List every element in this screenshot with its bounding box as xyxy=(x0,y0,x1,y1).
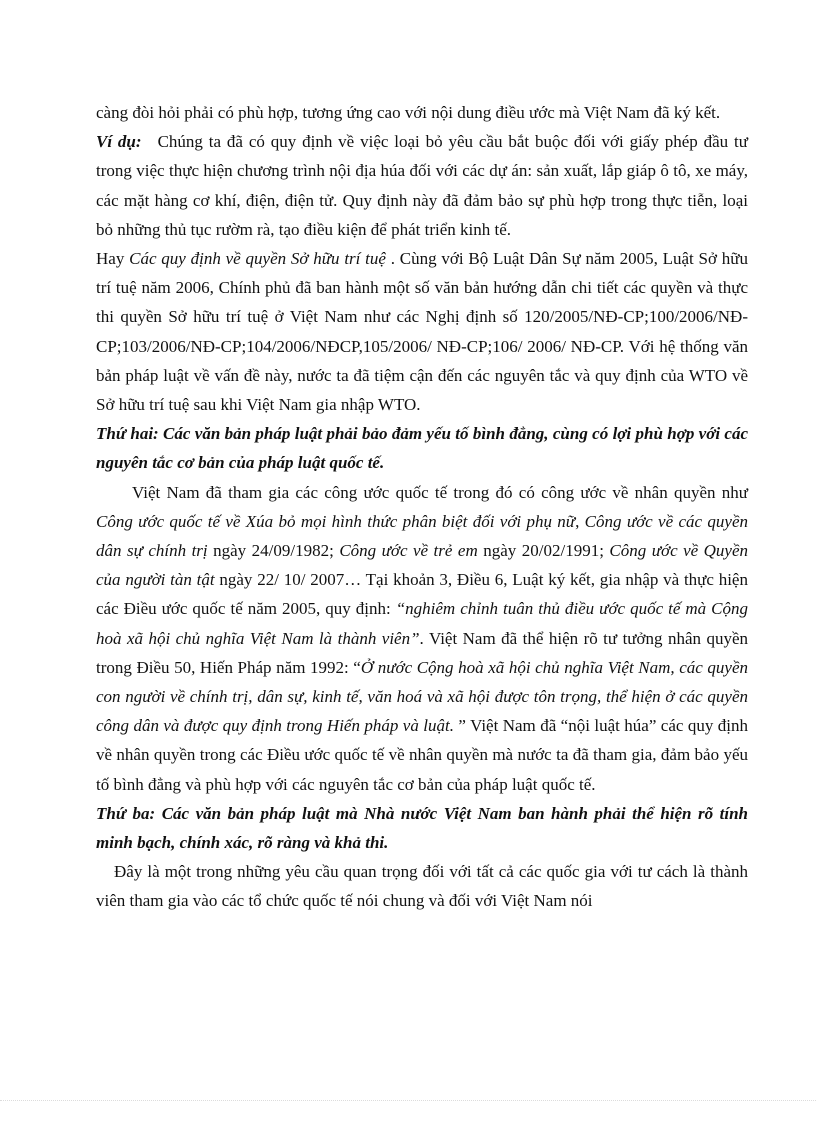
heading-third: Thứ ba: Các văn bản pháp luật mà Nhà nước Việt Nam ban hành phải thể hiện rõ tính minh bạch, chính xác, rõ ràng và khả thi. xyxy=(96,803,748,853)
paragraph-example xyxy=(96,127,748,244)
hr-convention-disabled: Công ước về Quyền của người tàn tật xyxy=(96,541,749,590)
ip-title: Các quy định về quyền Sở hữu trí tuệ xyxy=(129,249,386,269)
document-body xyxy=(96,98,748,916)
hr-text-7: ” Việt Nam đã “nội luật húa” các quy định về nhân quyền trong các Điều ước quốc tế về nhân quyền mà nước ta đã tham gia, đảm bảo yếu tố bình đẳng và phù hợp với các nguyên tắc cơ bản của pháp luật quốc tế. xyxy=(96,716,748,794)
paragraph-transparency: Đây là một trong những yêu cầu quan trọng đối với tất cả các quốc gia với tư cách là thành viên tham gia vào các tổ chức quốc tế nói chung và đối với Việt Nam nói xyxy=(96,862,748,911)
hr-quote-constitution: Ở nước Cộng hoà xã hội chủ nghĩa Việt Nam, các quyền con người về chính trị, dân sự, kinh tế, văn hoá và xã hội được tôn trọng, thể hiện ở các quyền công dân và được quy định trong Hiến pháp và luật. xyxy=(96,657,748,736)
hr-convention-children: Công ước về trẻ em xyxy=(339,541,478,561)
hr-convention-civil: Công ước về các quyền dân sự chính trị xyxy=(96,511,748,561)
paragraph-human-rights xyxy=(96,478,748,799)
hr-text-6: . Việt Nam đã thể hiện rõ tư tưởng nhân quyền trong Điều 50, Hiến Pháp năm 1992: “ xyxy=(96,628,748,677)
ip-text-start: Hay xyxy=(96,249,130,269)
hr-quote-treaty-law: “nghiêm chỉnh tuân thủ điều ước quốc tế mà Cộng hoà xã hội chủ nghĩa Việt Nam là thành viên” xyxy=(96,599,748,648)
hr-convention-women: Công ước quốc tế về Xúa bỏ mọi hình thức phân biệt đối với phụ nữ xyxy=(96,511,576,531)
paragraph-ip-rights xyxy=(96,244,748,419)
example-text: Chúng ta đã có quy định về việc loại bỏ yêu cầu bắt buộc đối với giấy phép đầu tư trong việc thực hiện chương trình nội địa húa đối với các dự án: sản xuất, lắp giáp ô tô, xe máy, các mặt hàng cơ khí, điện, điện tử. Quy định này đã đảm bảo sự phù hợp trong thực tiễn, loại bỏ những thủ tục rườm rà, tạo điều kiện để phát triển kinh tế. xyxy=(96,132,748,239)
hr-text-2: , xyxy=(575,511,585,531)
paragraph-continuation: càng đòi hỏi phải có phù hợp, tương ứng cao với nội dung điều ước mà Việt Nam đã ký kết. xyxy=(96,103,721,122)
hr-text-1: Việt Nam đã tham gia các công ước quốc tế trong đó có công ước về nhân quyền như xyxy=(132,482,748,502)
hr-text-4: ngày 20/02/1991; xyxy=(477,541,610,561)
ip-text-rest: . Cùng với Bộ Luật Dân Sự năm 2005, Luật Sở hữu trí tuệ năm 2006, Chính phủ đã ban hành một số văn bản hướng dẫn chi tiết các quyền và thực thi quyền Sở hữu trí tuệ ở Việt Nam như các Nghị định số 120/2005/NĐ-CP;100/2006/NĐ-CP;103/2006/NĐ-CP;104/2006/NĐCP,105/2006/ NĐ-CP;106/ 2006/ NĐ-CP. Với hệ thống văn bản pháp luật về vấn đề này, nước ta đã tiệm cận đến các nguyên tắc và quy định của WTO về Sở hữu trí tuệ sau khi Việt Nam gia nhập WTO. xyxy=(96,249,748,415)
hr-text-3: ngày 24/09/1982; xyxy=(207,541,340,561)
example-label-colon: : xyxy=(135,132,142,152)
heading-second: Thứ hai: Các văn bản pháp luật phải bảo đảm yếu tố bình đẳng, cùng có lợi phù hợp với các nguyên tắc cơ bản của pháp luật quốc tế. xyxy=(96,424,748,473)
page-footer-divider xyxy=(0,1100,816,1101)
hr-text-5: ngày 22/ 10/ 2007… Tại khoản 3, Điều 6, Luật ký kết, gia nhập và thực hiện các Điều ước quốc tế năm 2005, quy định: xyxy=(96,570,748,619)
example-label: Ví dụ xyxy=(96,132,136,152)
